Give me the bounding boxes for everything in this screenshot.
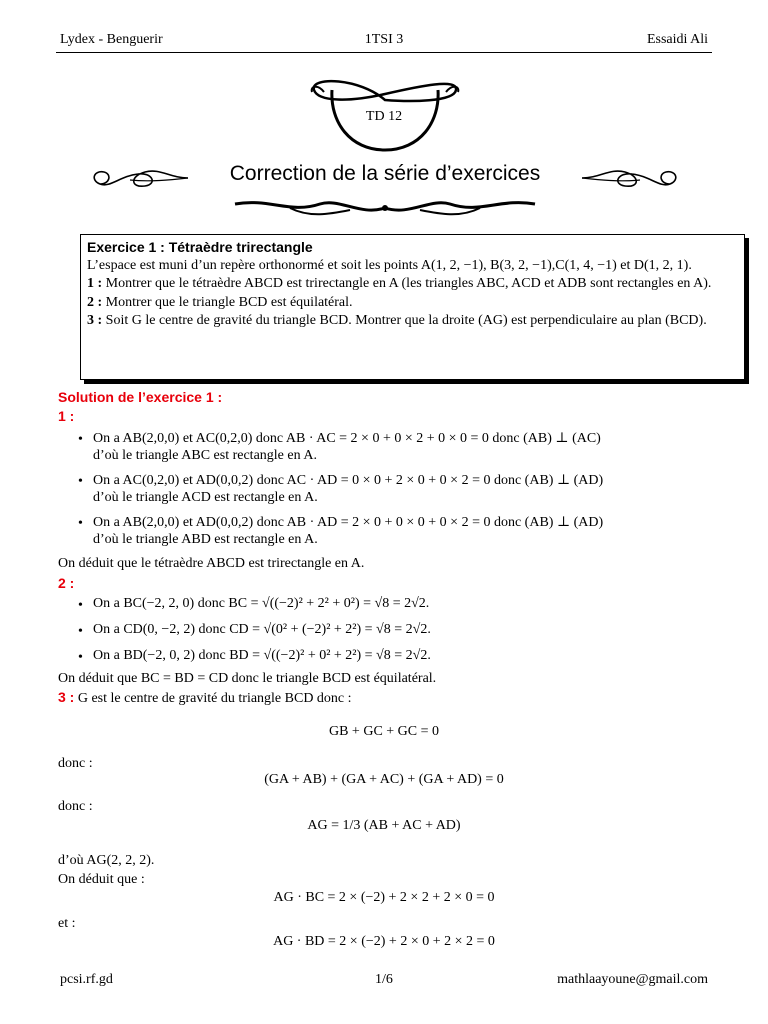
deduit-line: On déduit que : [58,872,145,887]
question-1-label: 1 : [87,276,103,291]
td-label: TD 12 [365,109,403,124]
exercise-box [80,234,745,380]
bullet-conclusion: d’où le triangle ABC est rectangle en A. [93,448,317,463]
question-2-text: Montrer que le triangle BCD est équilatéral. [105,294,353,310]
bullet-formula: On a AB(2,0,0) et AC(0,2,0) donc AB · AC = 2 × 0 + 0 × 2 + 0 × 0 = 0 donc (AB) ⊥ (AC) [93,431,601,446]
page-title: Correction de la série d’exercices [229,162,541,185]
header-school: Lydex - Benguerir [60,32,163,47]
bullet-formula: On a BC(−2, 2, 0) donc BC = √((−2)² + 2² + 0²) = √8 = 2√2. [93,596,430,611]
bullet-conclusion: d’où le triangle ACD est rectangle en A. [93,490,318,505]
part-2-label: 2 : [58,575,75,591]
part-3-label: 3 : [58,689,75,705]
page: Lydex - Benguerir 1TSI 3 Essaidi Ali TD 12 Correction de la série d’exercices Exercice 1 : Tétraèdre trirectangle L’espace est muni d’un repère orthonormé et soit les points A(1, 2, −1), B(3, 2, −1),C(1, 4, −1) et D(1, 2, 1). 1 : Montrer que le tétraèdre ABCD est trirectangle en A (les triangles ABC, ACD et ADB sont rectangles en A). 2 : Montrer que le triangle BCD est équilatéral. 3 : Soit G le centre de gravité du triangle BCD. Montrer que la droite (AG) est perpendiculaire au plan (BCD). Solution de l’exercice 1 : 1 : • On a AB(2,0,0) et AC(0,2,0) donc AB · AC = 2 × 0 + 0 × 2 + 0 × 0 = 0 donc (AB) ⊥ (AC) d’où le triangle ABC est rectangle en A. • On a AC(0,2,0) et AD(0,0,2) donc AC · AD = 0 × 0 + 2 × 0 + 0 × 2 = 0 donc (AB) ⊥ (AD) d’où le triangle ACD est rectangle en A. • On a AB(2,0,0) et AD(0,0,2) donc AB · AD = 2 × 0 + 0 × 0 + 0 × 2 = 0 donc (AB) ⊥ (AD) d’où le triangle ABD est rectangle en A. On déduit que le tétraèdre ABCD est trirectangle en A. 2 : • On a BC(−2, 2, 0) donc BC = √((−2)² + 2² + 0²) = √8 = 2√2. • On a CD(0, −2, 2) donc CD = √(0² + (−2)² + 2²) = √8 = 2√2. • On a BD(−2, 0, 2) donc BD = √((−2)² + 0² + 2²) = √8 = 2√2. On déduit que BC = BD = CD donc le triangle BCD est équilatéral. 3 : G est le centre de gravité du triangle BCD donc : GB + GC + GC = 0 donc : (GA + AB) + (GA + AC) + (GA + AD) = 0 donc : AG = 1/3 (AB + AC + AD) d’où AG(2, 2, 2). On déduit que : AG · BC = 2 × (−2) + 2 × 2 + 2 × 0 = 0 et : AG · BD = 2 × (−2) + 2 × 0 + 2 × 2 = 0 pcsi.rf.gd 1/6 mathlaayoune@gmail.com [0,0,768,1024]
header-author: Essaidi Ali [646,32,708,47]
exercise-title: Exercice 1 : Tétraèdre trirectangle [87,239,313,255]
bullet-formula: On a CD(0, −2, 2) donc CD = √(0² + (−2)² + 2²) = √8 = 2√2. [93,622,431,637]
question-3-label: 3 : [87,313,103,328]
dou-line: d’où AG(2, 2, 2). [58,853,155,868]
footer-email: mathlaayoune@gmail.com [557,972,708,987]
exercise-intro: L’espace est muni d’un repère orthonormé et soit les points A(1, 2, −1), B(3, 2, −1),C(1, 4, −1) et D(1, 2, 1). [87,257,692,273]
et-label: et : [58,916,76,931]
footer-page-number: 1/6 [375,972,393,987]
equation-4: AG · BC = 2 × (−2) + 2 × 2 + 2 × 0 = 0 [273,890,495,905]
footer-website: pcsi.rf.gd [60,972,113,987]
bullet-formula: On a AC(0,2,0) et AD(0,0,2) donc AC · AD = 0 × 0 + 2 × 0 + 0 × 2 = 0 donc (AB) ⊥ (AD) [93,473,604,488]
donc-label: donc : [58,799,93,814]
part-3-intro-line [58,689,352,707]
ornament-divider-icon [230,194,540,220]
title-ornament-right-icon [580,164,680,192]
exercise-question-2 [87,294,738,313]
bullet-conclusion: d’où le triangle ABD est rectangle en A. [93,532,318,547]
part-1-label: 1 : [58,408,75,424]
donc-label: donc : [58,756,93,771]
bullet-formula: On a AB(2,0,0) et AD(0,0,2) donc AB · AD = 2 × 0 + 0 × 0 + 0 × 2 = 0 donc (AB) ⊥ (AD) [93,515,604,530]
equation-2: (GA + AB) + (GA + AC) + (GA + AD) = 0 [264,772,504,787]
bullet-formula: On a BD(−2, 0, 2) donc BD = √((−2)² + 0² + 2²) = √8 = 2√2. [93,648,431,663]
page-header [56,30,712,53]
part-3-intro: G est le centre de gravité du triangle BCD donc : [77,691,352,706]
question-2-label: 2 : [87,294,103,310]
part-2-conclusion: On déduit que BC = BD = CD donc le triangle BCD est équilatéral. [58,671,437,686]
equation-3: AG = 1/3 (AB + AC + AD) [307,818,461,833]
equation-5: AG · BD = 2 × (−2) + 2 × 0 + 2 × 2 = 0 [273,934,495,949]
question-1-text: Montrer que le tétraèdre ABCD est trirectangle en A (les triangles ABC, ACD et ADB sont rectangles en A). [105,276,712,291]
part-1-conclusion: On déduit que le tétraèdre ABCD est trirectangle en A. [58,556,365,571]
solution-heading: Solution de l’exercice 1 : [58,389,223,405]
exercise-question-3 [87,312,738,331]
equation-1: GB + GC + GC = 0 [328,724,440,739]
header-class: 1TSI 3 [364,32,404,47]
question-3-text: Soit G le centre de gravité du triangle BCD. Montrer que la droite (AG) est perpendiculaire au plan (BCD). [105,313,707,328]
title-row [90,160,680,196]
exercise-question-1 [87,275,738,294]
